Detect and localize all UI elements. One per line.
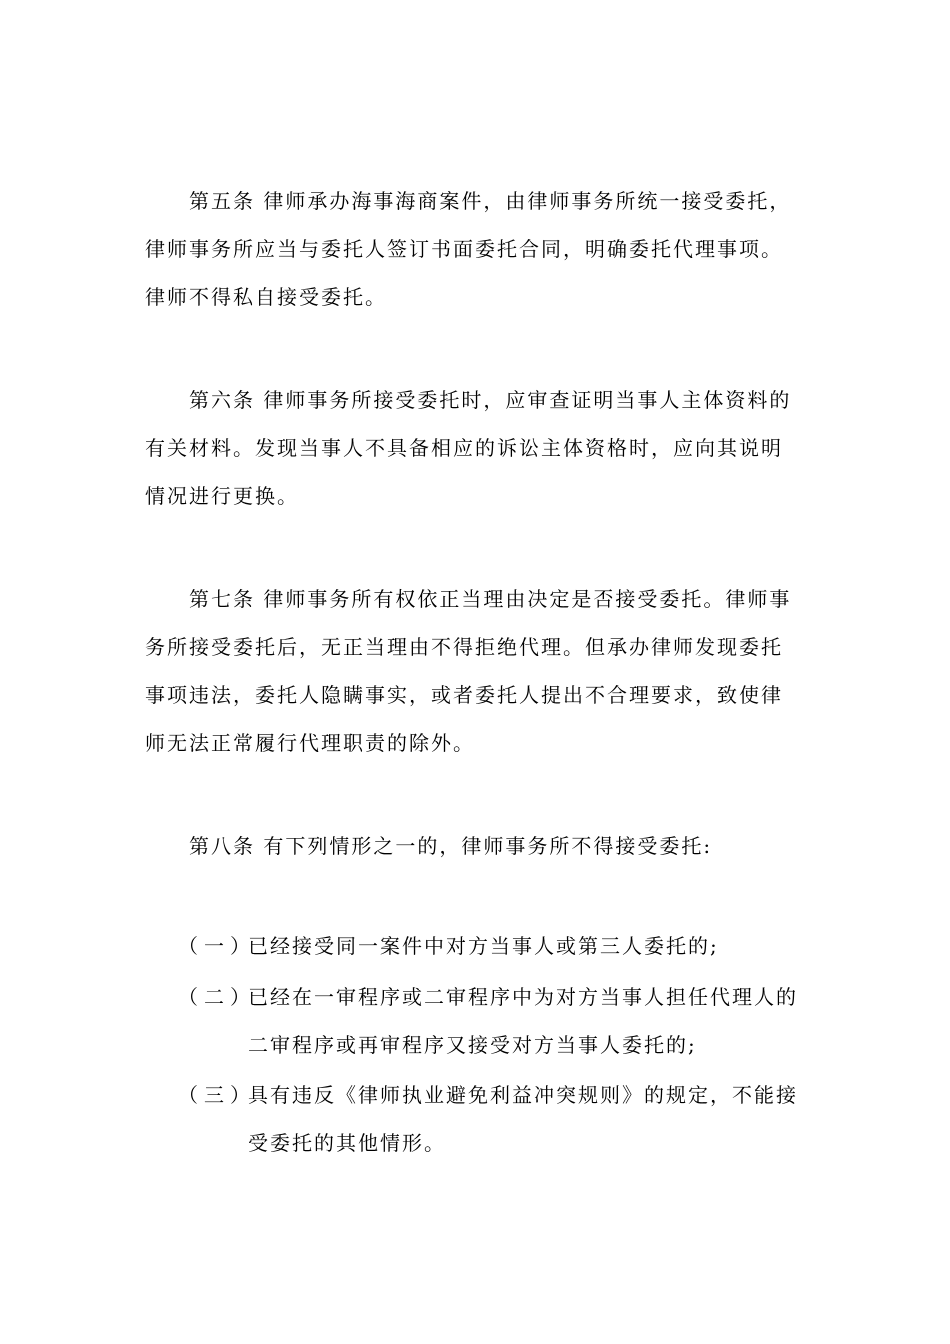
list-item-text: 具有违反《律师执业避免利益冲突规则》的规定，不能接 xyxy=(248,1083,798,1107)
list-item-number: （一） xyxy=(178,934,256,958)
article-7 xyxy=(145,575,805,767)
article-6 xyxy=(145,376,805,520)
article-6-line-1: 第六条 律师事务所接受委托时，应审查证明当事人主体资料的 xyxy=(189,388,792,412)
list-item-number: （三） xyxy=(178,1083,256,1107)
list-item xyxy=(178,973,818,1069)
article-7-line-2: 务所接受委托后，无正当理由不得拒绝代理。但承办律师发现委托 xyxy=(145,635,783,659)
list-item-number: （二） xyxy=(178,985,256,1009)
article-7-line-3: 事项违法，委托人隐瞒事实，或者委托人提出不合理要求，致使律 xyxy=(145,683,783,707)
article-6-line-3: 情况进行更换。 xyxy=(145,484,299,508)
article-6-line-2: 有关材料。发现当事人不具备相应的诉讼主体资格时，应向其说明 xyxy=(145,436,783,460)
article-5 xyxy=(145,177,805,321)
article-8-line-1: 第八条 有下列情形之一的，律师事务所不得接受委托: xyxy=(189,834,713,858)
list-item xyxy=(178,922,818,970)
list-item-text: 已经接受同一案件中对方当事人或第三人委托的; xyxy=(248,934,719,958)
article-7-line-4: 师无法正常履行代理职责的除外。 xyxy=(145,731,475,755)
list-item-text-continued: 受委托的其他情形。 xyxy=(248,1131,446,1155)
article-7-line-1: 第七条 律师事务所有权依正当理由决定是否接受委托。律师事 xyxy=(189,587,792,611)
article-5-line-3: 律师不得私自接受委托。 xyxy=(145,285,387,309)
article-5-line-1: 第五条 律师承办海事海商案件，由律师事务所统一接受委托， xyxy=(189,189,792,213)
list-item-text-continued: 二审程序或再审程序又接受对方当事人委托的; xyxy=(248,1033,697,1057)
article-5-line-2: 律师事务所应当与委托人签订书面委托合同，明确委托代理事项。 xyxy=(145,237,783,261)
article-8 xyxy=(145,822,805,870)
list-item xyxy=(178,1071,818,1167)
list-item-text: 已经在一审程序或二审程序中为对方当事人担任代理人的 xyxy=(248,985,798,1009)
